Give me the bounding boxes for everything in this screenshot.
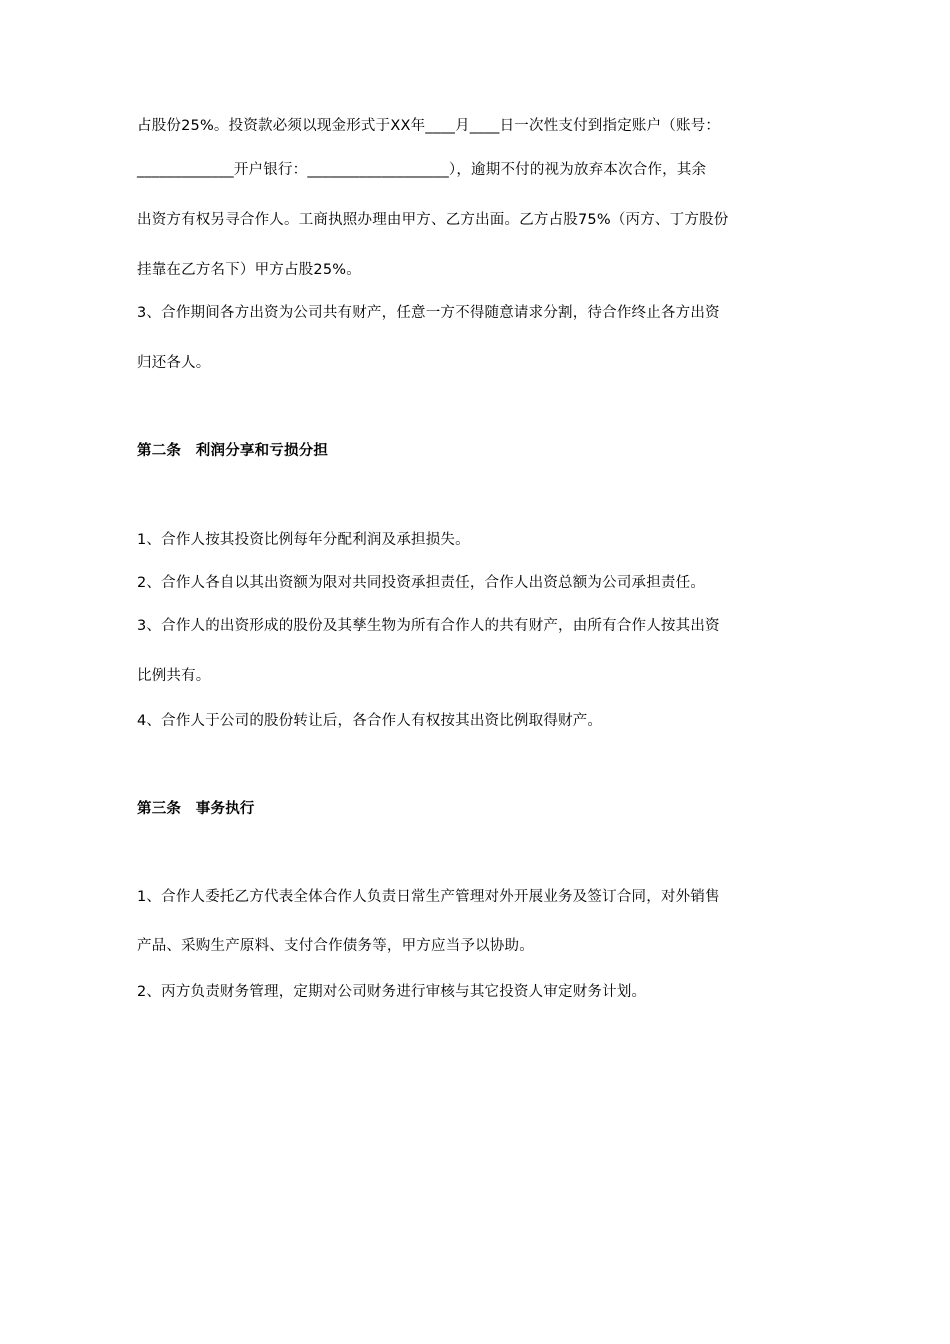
clause-3-1-line-2: 产品、采购生产原料、支付合作债务等，甲方应当予以协助。 [137,938,534,954]
clause-2-3-line-2: 比例共有。 [137,668,211,684]
clause-1-3-line-1: 3、合作期间各方出资为公司共有财产，任意一方不得随意请求分割，待合作终止各方出资 [137,305,720,321]
paragraph-line-3: 出资方有权另寻合作人。工商执照办理由甲方、乙方出面。乙方占股75%（丙方、丁方股份 [137,212,729,228]
paragraph-line-2: _____________开户银行：___________________），逾期不付的视为放弃本次合作，其余 [137,162,707,178]
paragraph-line-1: 占股份25%。投资款必须以现金形式于XX年____月____日一次性支付到指定账户（账号： [137,118,721,134]
clause-2-2: 2、合作人各自以其出资额为限对共同投资承担责任，合作人出资总额为公司承担责任。 [137,575,706,591]
clause-2-1: 1、合作人按其投资比例每年分配利润及承担损失。 [137,532,470,548]
paragraph-line-4: 挂靠在乙方名下）甲方占股25%。 [137,262,361,278]
section-2-heading: 第二条 利润分享和亏损分担 [137,443,329,459]
clause-1-3-line-2: 归还各人。 [137,355,211,371]
clause-2-4: 4、合作人于公司的股份转让后，各合作人有权按其出资比例取得财产。 [137,713,603,729]
clause-2-3-line-1: 3、合作人的出资形成的股份及其孳生物为所有合作人的共有财产，由所有合作人按其出资 [137,618,720,634]
section-3-heading: 第三条 事务执行 [137,801,255,817]
clause-3-1-line-1: 1、合作人委托乙方代表全体合作人负责日常生产管理对外开展业务及签订合同，对外销售 [137,889,720,905]
clause-3-2: 2、丙方负责财务管理，定期对公司财务进行审核与其它投资人审定财务计划。 [137,984,647,1000]
